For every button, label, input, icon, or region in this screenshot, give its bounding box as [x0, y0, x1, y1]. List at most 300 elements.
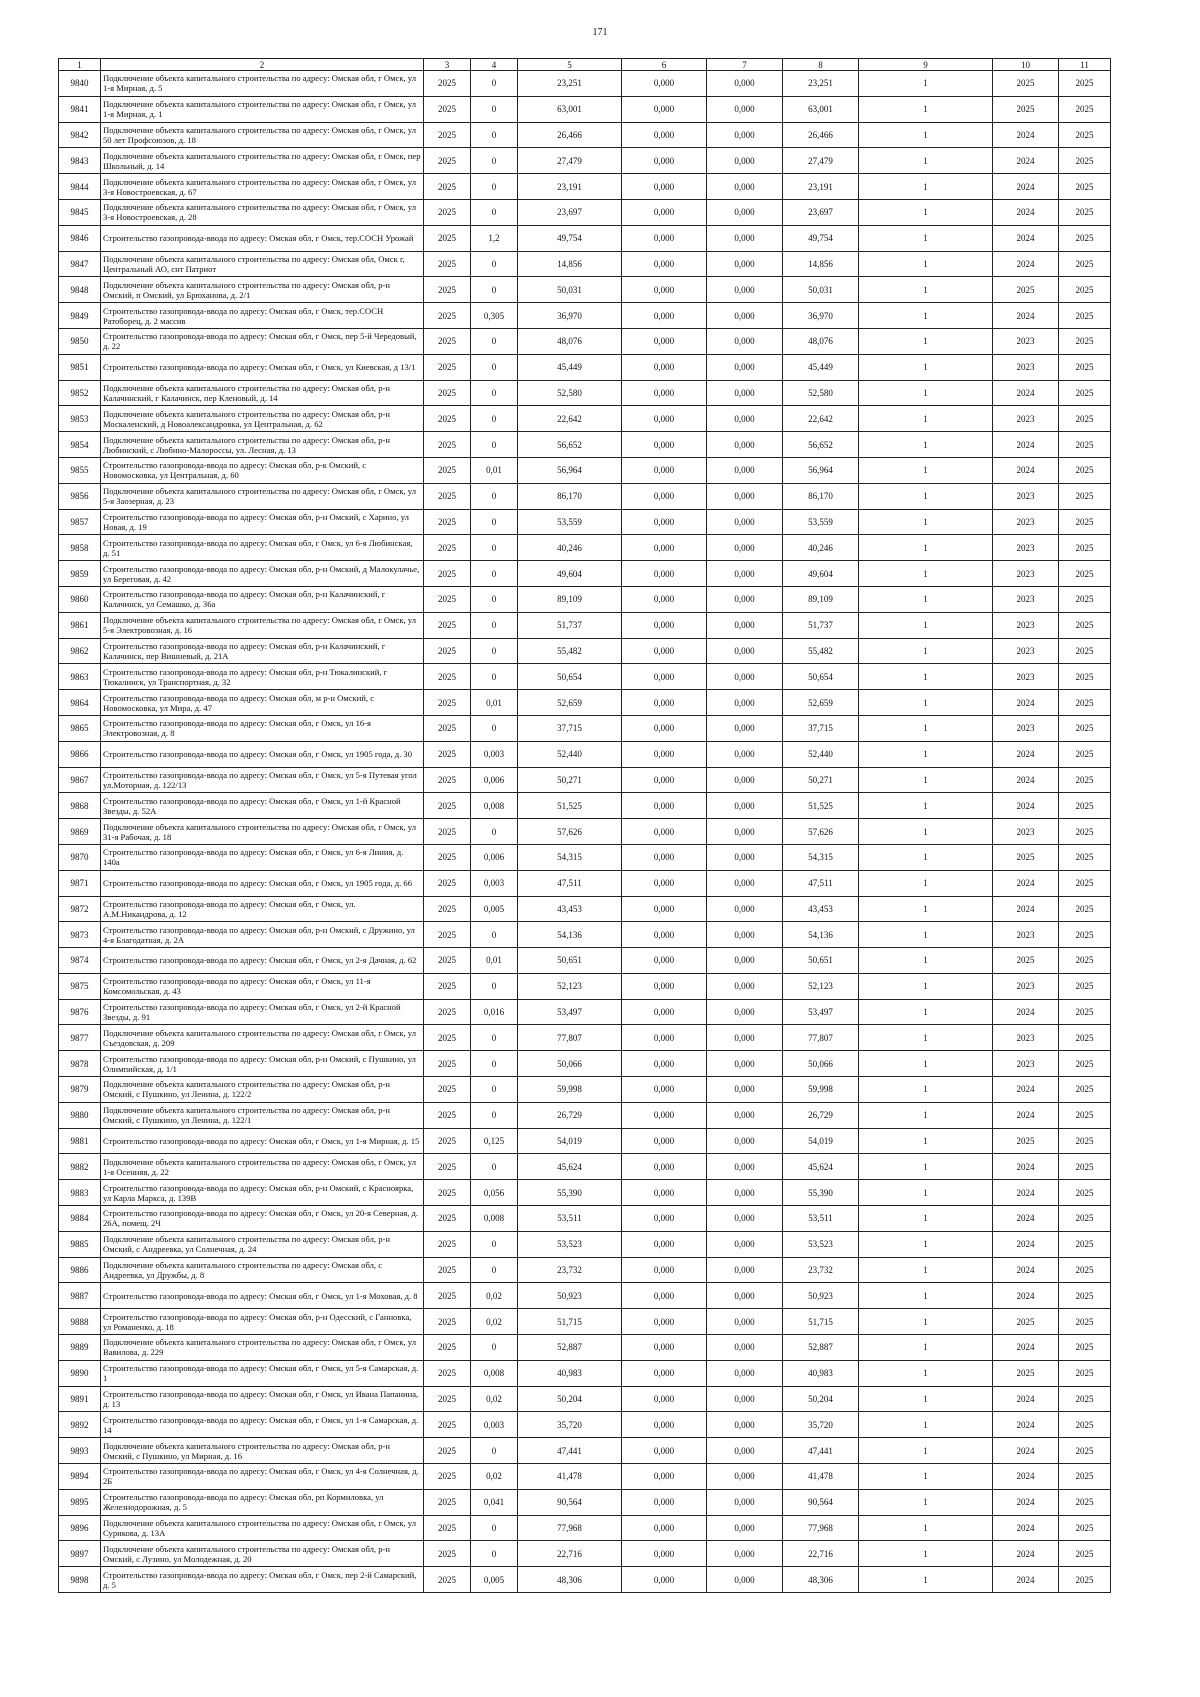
table-row — [59, 948, 1111, 974]
count-cell: 1 — [859, 1077, 993, 1103]
end-year-cell: 2025 — [1059, 1515, 1111, 1541]
end-year-cell: 2025 — [1059, 1154, 1111, 1180]
end-year-cell: 2025 — [1059, 71, 1111, 97]
cost-cell: 0,000 — [707, 1180, 783, 1206]
total-cost-cell: 26,729 — [518, 1102, 622, 1128]
table-row — [59, 303, 1111, 329]
total-cost-cell: 41,478 — [518, 1464, 622, 1490]
start-year-cell: 2024 — [993, 1154, 1059, 1180]
cost-cell: 0,000 — [622, 561, 707, 587]
column-header: 6 — [622, 59, 707, 71]
cost-with-vat-cell: 27,479 — [783, 148, 859, 174]
count-cell: 1 — [859, 1335, 993, 1361]
length-cell: 0 — [471, 1541, 518, 1567]
year-cell: 2025 — [424, 122, 471, 148]
table-row — [59, 1051, 1111, 1077]
count-cell: 1 — [859, 1360, 993, 1386]
count-cell: 1 — [859, 96, 993, 122]
total-cost-cell: 49,604 — [518, 561, 622, 587]
table-row — [59, 973, 1111, 999]
object-description: Строительство газопровода-ввода по адресу: Омская обл, г Омск, пер 5-й Чередовый, д. 22 — [101, 328, 424, 354]
count-cell: 1 — [859, 71, 993, 97]
table-row — [59, 1206, 1111, 1232]
table-row — [59, 1489, 1111, 1515]
cost-cell: 0,000 — [707, 690, 783, 716]
total-cost-cell: 51,715 — [518, 1309, 622, 1335]
cost-cell: 0,000 — [707, 354, 783, 380]
table-row — [59, 148, 1111, 174]
table-row — [59, 1128, 1111, 1154]
cost-cell: 0,000 — [622, 612, 707, 638]
row-number: 9871 — [59, 870, 101, 896]
length-cell: 0 — [471, 1051, 518, 1077]
count-cell: 1 — [859, 1515, 993, 1541]
cost-cell: 0,000 — [622, 1257, 707, 1283]
table-row — [59, 664, 1111, 690]
year-cell: 2025 — [424, 1541, 471, 1567]
total-cost-cell: 48,306 — [518, 1567, 622, 1593]
total-cost-cell: 50,271 — [518, 767, 622, 793]
cost-with-vat-cell: 50,031 — [783, 277, 859, 303]
cost-with-vat-cell: 23,191 — [783, 174, 859, 200]
total-cost-cell: 51,525 — [518, 793, 622, 819]
length-cell: 0,02 — [471, 1464, 518, 1490]
row-number: 9844 — [59, 174, 101, 200]
row-number: 9890 — [59, 1360, 101, 1386]
table-row — [59, 1025, 1111, 1051]
object-description: Строительство газопровода-ввода по адресу: Омская обл, г Омск, ул 2-я Дачная, д. 62 — [101, 948, 424, 974]
total-cost-cell: 59,998 — [518, 1077, 622, 1103]
column-header: 3 — [424, 59, 471, 71]
end-year-cell: 2025 — [1059, 1102, 1111, 1128]
count-cell: 1 — [859, 1309, 993, 1335]
object-description: Строительство газопровода-ввода по адресу: Омская обл, г Омск, ул 1905 года, д. 30 — [101, 741, 424, 767]
table-row — [59, 690, 1111, 716]
start-year-cell: 2024 — [993, 1335, 1059, 1361]
cost-cell: 0,000 — [707, 1154, 783, 1180]
row-number: 9863 — [59, 664, 101, 690]
count-cell: 1 — [859, 1257, 993, 1283]
year-cell: 2025 — [424, 741, 471, 767]
length-cell: 0,008 — [471, 793, 518, 819]
cost-with-vat-cell: 55,390 — [783, 1180, 859, 1206]
cost-cell: 0,000 — [622, 1309, 707, 1335]
length-cell: 0 — [471, 1102, 518, 1128]
row-number: 9892 — [59, 1412, 101, 1438]
object-description: Подключение объекта капитального строительства по адресу: Омская обл, г Омск, ул 3-я Новостроевская, д. 67 — [101, 174, 424, 200]
end-year-cell: 2025 — [1059, 1489, 1111, 1515]
table-row — [59, 1412, 1111, 1438]
count-cell: 1 — [859, 535, 993, 561]
object-description: Строительство газопровода-ввода по адресу: Омская обл, г Омск, тер.СОСН Урожай — [101, 225, 424, 251]
count-cell: 1 — [859, 199, 993, 225]
end-year-cell: 2025 — [1059, 148, 1111, 174]
length-cell: 0,006 — [471, 844, 518, 870]
table-row — [59, 1541, 1111, 1567]
cost-cell: 0,000 — [707, 1541, 783, 1567]
year-cell: 2025 — [424, 1438, 471, 1464]
start-year-cell: 2024 — [993, 1283, 1059, 1309]
count-cell: 1 — [859, 1567, 993, 1593]
length-cell: 0,005 — [471, 896, 518, 922]
row-number: 9852 — [59, 380, 101, 406]
count-cell: 1 — [859, 870, 993, 896]
row-number: 9855 — [59, 457, 101, 483]
row-number: 9893 — [59, 1438, 101, 1464]
year-cell: 2025 — [424, 999, 471, 1025]
end-year-cell: 2025 — [1059, 1025, 1111, 1051]
cost-cell: 0,000 — [707, 1025, 783, 1051]
start-year-cell: 2024 — [993, 1102, 1059, 1128]
row-number: 9876 — [59, 999, 101, 1025]
cost-cell: 0,000 — [622, 277, 707, 303]
length-cell: 0 — [471, 1335, 518, 1361]
row-number: 9882 — [59, 1154, 101, 1180]
total-cost-cell: 89,109 — [518, 586, 622, 612]
column-header: 4 — [471, 59, 518, 71]
total-cost-cell: 47,511 — [518, 870, 622, 896]
total-cost-cell: 90,564 — [518, 1489, 622, 1515]
total-cost-cell: 63,001 — [518, 96, 622, 122]
cost-cell: 0,000 — [622, 303, 707, 329]
start-year-cell: 2025 — [993, 96, 1059, 122]
start-year-cell: 2023 — [993, 819, 1059, 845]
count-cell: 1 — [859, 483, 993, 509]
row-number: 9870 — [59, 844, 101, 870]
cost-cell: 0,000 — [622, 690, 707, 716]
object-description: Строительство газопровода-ввода по адресу: Омская обл, г Омск, ул 1-я Самарская, д. 14 — [101, 1412, 424, 1438]
year-cell: 2025 — [424, 328, 471, 354]
object-description: Строительство газопровода-ввода по адресу: Омская обл, г Омск, ул Киевская, д 13/1 — [101, 354, 424, 380]
cost-with-vat-cell: 90,564 — [783, 1489, 859, 1515]
year-cell: 2025 — [424, 406, 471, 432]
end-year-cell: 2025 — [1059, 1412, 1111, 1438]
object-description: Подключение объекта капитального строительства по адресу: Омская обл, р-н Омский, п Омский, ул Брюханова, д. 2/1 — [101, 277, 424, 303]
end-year-cell: 2025 — [1059, 1257, 1111, 1283]
cost-cell: 0,000 — [622, 586, 707, 612]
total-cost-cell: 50,204 — [518, 1386, 622, 1412]
total-cost-cell: 23,697 — [518, 199, 622, 225]
table-row — [59, 1180, 1111, 1206]
start-year-cell: 2023 — [993, 328, 1059, 354]
count-cell: 1 — [859, 328, 993, 354]
cost-cell: 0,000 — [707, 122, 783, 148]
end-year-cell: 2025 — [1059, 457, 1111, 483]
start-year-cell: 2023 — [993, 483, 1059, 509]
cost-cell: 0,000 — [707, 896, 783, 922]
start-year-cell: 2023 — [993, 922, 1059, 948]
cost-cell: 0,000 — [622, 664, 707, 690]
object-description: Строительство газопровода-ввода по адресу: Омская обл, г Омск, ул 1-я Мирная, д. 15 — [101, 1128, 424, 1154]
count-cell: 1 — [859, 354, 993, 380]
object-description: Подключение объекта капитального строительства по адресу: Омская обл, г Омск, ул 1-я Мирная, д. 5 — [101, 71, 424, 97]
total-cost-cell: 86,170 — [518, 483, 622, 509]
table-row — [59, 535, 1111, 561]
row-number: 9888 — [59, 1309, 101, 1335]
start-year-cell: 2024 — [993, 432, 1059, 458]
cost-with-vat-cell: 43,453 — [783, 896, 859, 922]
cost-cell: 0,000 — [622, 1464, 707, 1490]
row-number: 9868 — [59, 793, 101, 819]
year-cell: 2025 — [424, 612, 471, 638]
object-description: Подключение объекта капитального строительства по адресу: Омская обл, г Омск, ул 31-я Рабочая, д. 18 — [101, 819, 424, 845]
object-description: Подключение объекта капитального строительства по адресу: Омская обл, с Андреевка, ул Дружбы, д. 8 — [101, 1257, 424, 1283]
row-number: 9887 — [59, 1283, 101, 1309]
object-description: Подключение объекта капитального строительства по адресу: Омская обл, р-н Москаленский, д Новоалександровка, ул Центральная, д. 62 — [101, 406, 424, 432]
year-cell: 2025 — [424, 690, 471, 716]
start-year-cell: 2024 — [993, 793, 1059, 819]
cost-with-vat-cell: 26,729 — [783, 1102, 859, 1128]
cost-with-vat-cell: 52,659 — [783, 690, 859, 716]
column-header: 11 — [1059, 59, 1111, 71]
table-row — [59, 1283, 1111, 1309]
end-year-cell: 2025 — [1059, 690, 1111, 716]
cost-cell: 0,000 — [707, 174, 783, 200]
count-cell: 1 — [859, 1464, 993, 1490]
total-cost-cell: 55,390 — [518, 1180, 622, 1206]
cost-cell: 0,000 — [622, 1102, 707, 1128]
start-year-cell: 2024 — [993, 1386, 1059, 1412]
year-cell: 2025 — [424, 457, 471, 483]
object-description: Подключение объекта капитального строительства по адресу: Омская обл, г Омск, ул 50 лет Профсоюзов, д. 18 — [101, 122, 424, 148]
year-cell: 2025 — [424, 922, 471, 948]
table-row — [59, 432, 1111, 458]
table-row — [59, 251, 1111, 277]
cost-cell: 0,000 — [707, 948, 783, 974]
start-year-cell: 2024 — [993, 225, 1059, 251]
table-row — [59, 199, 1111, 225]
table-row — [59, 1257, 1111, 1283]
year-cell: 2025 — [424, 1257, 471, 1283]
cost-cell: 0,000 — [622, 1489, 707, 1515]
year-cell: 2025 — [424, 1283, 471, 1309]
count-cell: 1 — [859, 225, 993, 251]
table-row — [59, 457, 1111, 483]
row-number: 9846 — [59, 225, 101, 251]
length-cell: 0 — [471, 199, 518, 225]
row-number: 9853 — [59, 406, 101, 432]
row-number: 9872 — [59, 896, 101, 922]
cost-cell: 0,000 — [707, 1335, 783, 1361]
object-description: Подключение объекта капитального строительства по адресу: Омская обл, р-н Омский, с Андреевка, ул Солнечная, д. 24 — [101, 1231, 424, 1257]
table-row — [59, 1360, 1111, 1386]
cost-cell: 0,000 — [622, 1541, 707, 1567]
total-cost-cell: 52,659 — [518, 690, 622, 716]
cost-with-vat-cell: 50,923 — [783, 1283, 859, 1309]
table-row — [59, 870, 1111, 896]
cost-with-vat-cell: 23,697 — [783, 199, 859, 225]
start-year-cell: 2023 — [993, 664, 1059, 690]
total-cost-cell: 77,807 — [518, 1025, 622, 1051]
total-cost-cell: 47,441 — [518, 1438, 622, 1464]
cost-cell: 0,000 — [622, 380, 707, 406]
total-cost-cell: 45,449 — [518, 354, 622, 380]
year-cell: 2025 — [424, 870, 471, 896]
length-cell: 0 — [471, 715, 518, 741]
start-year-cell: 2024 — [993, 1231, 1059, 1257]
cost-cell: 0,000 — [707, 638, 783, 664]
total-cost-cell: 14,856 — [518, 251, 622, 277]
row-number: 9897 — [59, 1541, 101, 1567]
object-description: Строительство газопровода-ввода по адресу: Омская обл, р-н Тюкалинский, г Тюкалинск, ул Транспортная, д. 32 — [101, 664, 424, 690]
start-year-cell: 2023 — [993, 1025, 1059, 1051]
cost-cell: 0,000 — [622, 973, 707, 999]
total-cost-cell: 40,246 — [518, 535, 622, 561]
column-header: 8 — [783, 59, 859, 71]
object-description: Строительство газопровода-ввода по адресу: Омская обл, р-н Омский, д Малокулачье, ул Береговая, д. 42 — [101, 561, 424, 587]
cost-cell: 0,000 — [622, 174, 707, 200]
length-cell: 0,008 — [471, 1360, 518, 1386]
start-year-cell: 2025 — [993, 71, 1059, 97]
cost-cell: 0,000 — [707, 1257, 783, 1283]
start-year-cell: 2024 — [993, 767, 1059, 793]
object-description: Строительство газопровода-ввода по адресу: Омская обл, г Омск, ул 6-я Линия, д. 140а — [101, 844, 424, 870]
end-year-cell: 2025 — [1059, 1283, 1111, 1309]
length-cell: 0,02 — [471, 1309, 518, 1335]
count-cell: 1 — [859, 1102, 993, 1128]
total-cost-cell: 52,123 — [518, 973, 622, 999]
page-number: 171 — [592, 27, 608, 38]
start-year-cell: 2025 — [993, 277, 1059, 303]
table-header-row — [59, 59, 1111, 71]
cost-cell: 0,000 — [707, 819, 783, 845]
end-year-cell: 2025 — [1059, 199, 1111, 225]
table-row — [59, 71, 1111, 97]
object-description: Подключение объекта капитального строительства по адресу: Омская обл, г Омск, пер Школьный, д. 14 — [101, 148, 424, 174]
start-year-cell: 2023 — [993, 638, 1059, 664]
year-cell: 2025 — [424, 1386, 471, 1412]
cost-with-vat-cell: 48,076 — [783, 328, 859, 354]
table-row — [59, 638, 1111, 664]
cost-cell: 0,000 — [707, 148, 783, 174]
object-description: Подключение объекта капитального строительства по адресу: Омская обл, г Омск, ул 1-я Осенняя, д. 22 — [101, 1154, 424, 1180]
year-cell: 2025 — [424, 844, 471, 870]
cost-cell: 0,000 — [707, 457, 783, 483]
start-year-cell: 2024 — [993, 122, 1059, 148]
end-year-cell: 2025 — [1059, 1051, 1111, 1077]
total-cost-cell: 36,970 — [518, 303, 622, 329]
cost-cell: 0,000 — [622, 870, 707, 896]
total-cost-cell: 51,737 — [518, 612, 622, 638]
cost-cell: 0,000 — [622, 96, 707, 122]
object-description: Подключение объекта капитального строительства по адресу: Омская обл, р-н Любинский, с Любино-Малороссы, ул. Лесная, д. 13 — [101, 432, 424, 458]
end-year-cell: 2025 — [1059, 1541, 1111, 1567]
year-cell: 2025 — [424, 354, 471, 380]
cost-with-vat-cell: 56,964 — [783, 457, 859, 483]
start-year-cell: 2024 — [993, 690, 1059, 716]
total-cost-cell: 56,964 — [518, 457, 622, 483]
object-description: Строительство газопровода-ввода по адресу: Омская обл, р-н Омский, с Дружино, ул 4-я Благодатная, д. 2А — [101, 922, 424, 948]
start-year-cell: 2024 — [993, 896, 1059, 922]
length-cell: 0,008 — [471, 1206, 518, 1232]
count-cell: 1 — [859, 174, 993, 200]
year-cell: 2025 — [424, 303, 471, 329]
cost-cell: 0,000 — [622, 741, 707, 767]
row-number: 9854 — [59, 432, 101, 458]
cost-cell: 0,000 — [622, 457, 707, 483]
cost-cell: 0,000 — [622, 1051, 707, 1077]
count-cell: 1 — [859, 1180, 993, 1206]
length-cell: 0 — [471, 819, 518, 845]
object-description: Строительство газопровода-ввода по адресу: Омская обл, р-н Калачинский, г Калачинск, пер Вишневый, д. 21А — [101, 638, 424, 664]
total-cost-cell: 50,066 — [518, 1051, 622, 1077]
length-cell: 0,01 — [471, 457, 518, 483]
total-cost-cell: 23,251 — [518, 71, 622, 97]
length-cell: 0,305 — [471, 303, 518, 329]
row-number: 9857 — [59, 509, 101, 535]
count-cell: 1 — [859, 1206, 993, 1232]
object-description: Подключение объекта капитального строительства по адресу: Омская обл, г Омск, ул 5-я Электровозная, д. 16 — [101, 612, 424, 638]
row-number: 9864 — [59, 690, 101, 716]
year-cell: 2025 — [424, 715, 471, 741]
total-cost-cell: 40,983 — [518, 1360, 622, 1386]
column-header: 5 — [518, 59, 622, 71]
object-description: Строительство газопровода-ввода по адресу: Омская обл, г Омск, ул 1-я Моховая, д. 8 — [101, 1283, 424, 1309]
cost-with-vat-cell: 77,807 — [783, 1025, 859, 1051]
cost-cell: 0,000 — [622, 1128, 707, 1154]
cost-with-vat-cell: 47,511 — [783, 870, 859, 896]
end-year-cell: 2025 — [1059, 432, 1111, 458]
year-cell: 2025 — [424, 225, 471, 251]
table-row — [59, 586, 1111, 612]
cost-with-vat-cell: 36,970 — [783, 303, 859, 329]
length-cell: 0 — [471, 922, 518, 948]
cost-cell: 0,000 — [707, 1515, 783, 1541]
total-cost-cell: 22,716 — [518, 1541, 622, 1567]
cost-cell: 0,000 — [707, 1386, 783, 1412]
count-cell: 1 — [859, 251, 993, 277]
end-year-cell: 2025 — [1059, 509, 1111, 535]
row-number: 9883 — [59, 1180, 101, 1206]
end-year-cell: 2025 — [1059, 406, 1111, 432]
row-number: 9877 — [59, 1025, 101, 1051]
cost-with-vat-cell: 40,983 — [783, 1360, 859, 1386]
cost-cell: 0,000 — [707, 586, 783, 612]
cost-cell: 0,000 — [622, 1154, 707, 1180]
cost-with-vat-cell: 47,441 — [783, 1438, 859, 1464]
year-cell: 2025 — [424, 586, 471, 612]
length-cell: 0,003 — [471, 1412, 518, 1438]
cost-with-vat-cell: 52,887 — [783, 1335, 859, 1361]
cost-with-vat-cell: 63,001 — [783, 96, 859, 122]
length-cell: 0,003 — [471, 870, 518, 896]
total-cost-cell: 53,497 — [518, 999, 622, 1025]
count-cell: 1 — [859, 277, 993, 303]
start-year-cell: 2024 — [993, 174, 1059, 200]
cost-cell: 0,000 — [707, 793, 783, 819]
end-year-cell: 2025 — [1059, 225, 1111, 251]
total-cost-cell: 50,923 — [518, 1283, 622, 1309]
cost-cell: 0,000 — [622, 922, 707, 948]
cost-cell: 0,000 — [707, 1567, 783, 1593]
end-year-cell: 2025 — [1059, 973, 1111, 999]
row-number: 9886 — [59, 1257, 101, 1283]
year-cell: 2025 — [424, 1154, 471, 1180]
end-year-cell: 2025 — [1059, 664, 1111, 690]
cost-with-vat-cell: 26,466 — [783, 122, 859, 148]
cost-cell: 0,000 — [622, 354, 707, 380]
length-cell: 0,125 — [471, 1128, 518, 1154]
total-cost-cell: 50,654 — [518, 664, 622, 690]
end-year-cell: 2025 — [1059, 535, 1111, 561]
count-cell: 1 — [859, 741, 993, 767]
cost-with-vat-cell: 49,754 — [783, 225, 859, 251]
cost-cell: 0,000 — [707, 277, 783, 303]
row-number: 9859 — [59, 561, 101, 587]
table-row — [59, 1464, 1111, 1490]
end-year-cell: 2025 — [1059, 277, 1111, 303]
row-number: 9841 — [59, 96, 101, 122]
